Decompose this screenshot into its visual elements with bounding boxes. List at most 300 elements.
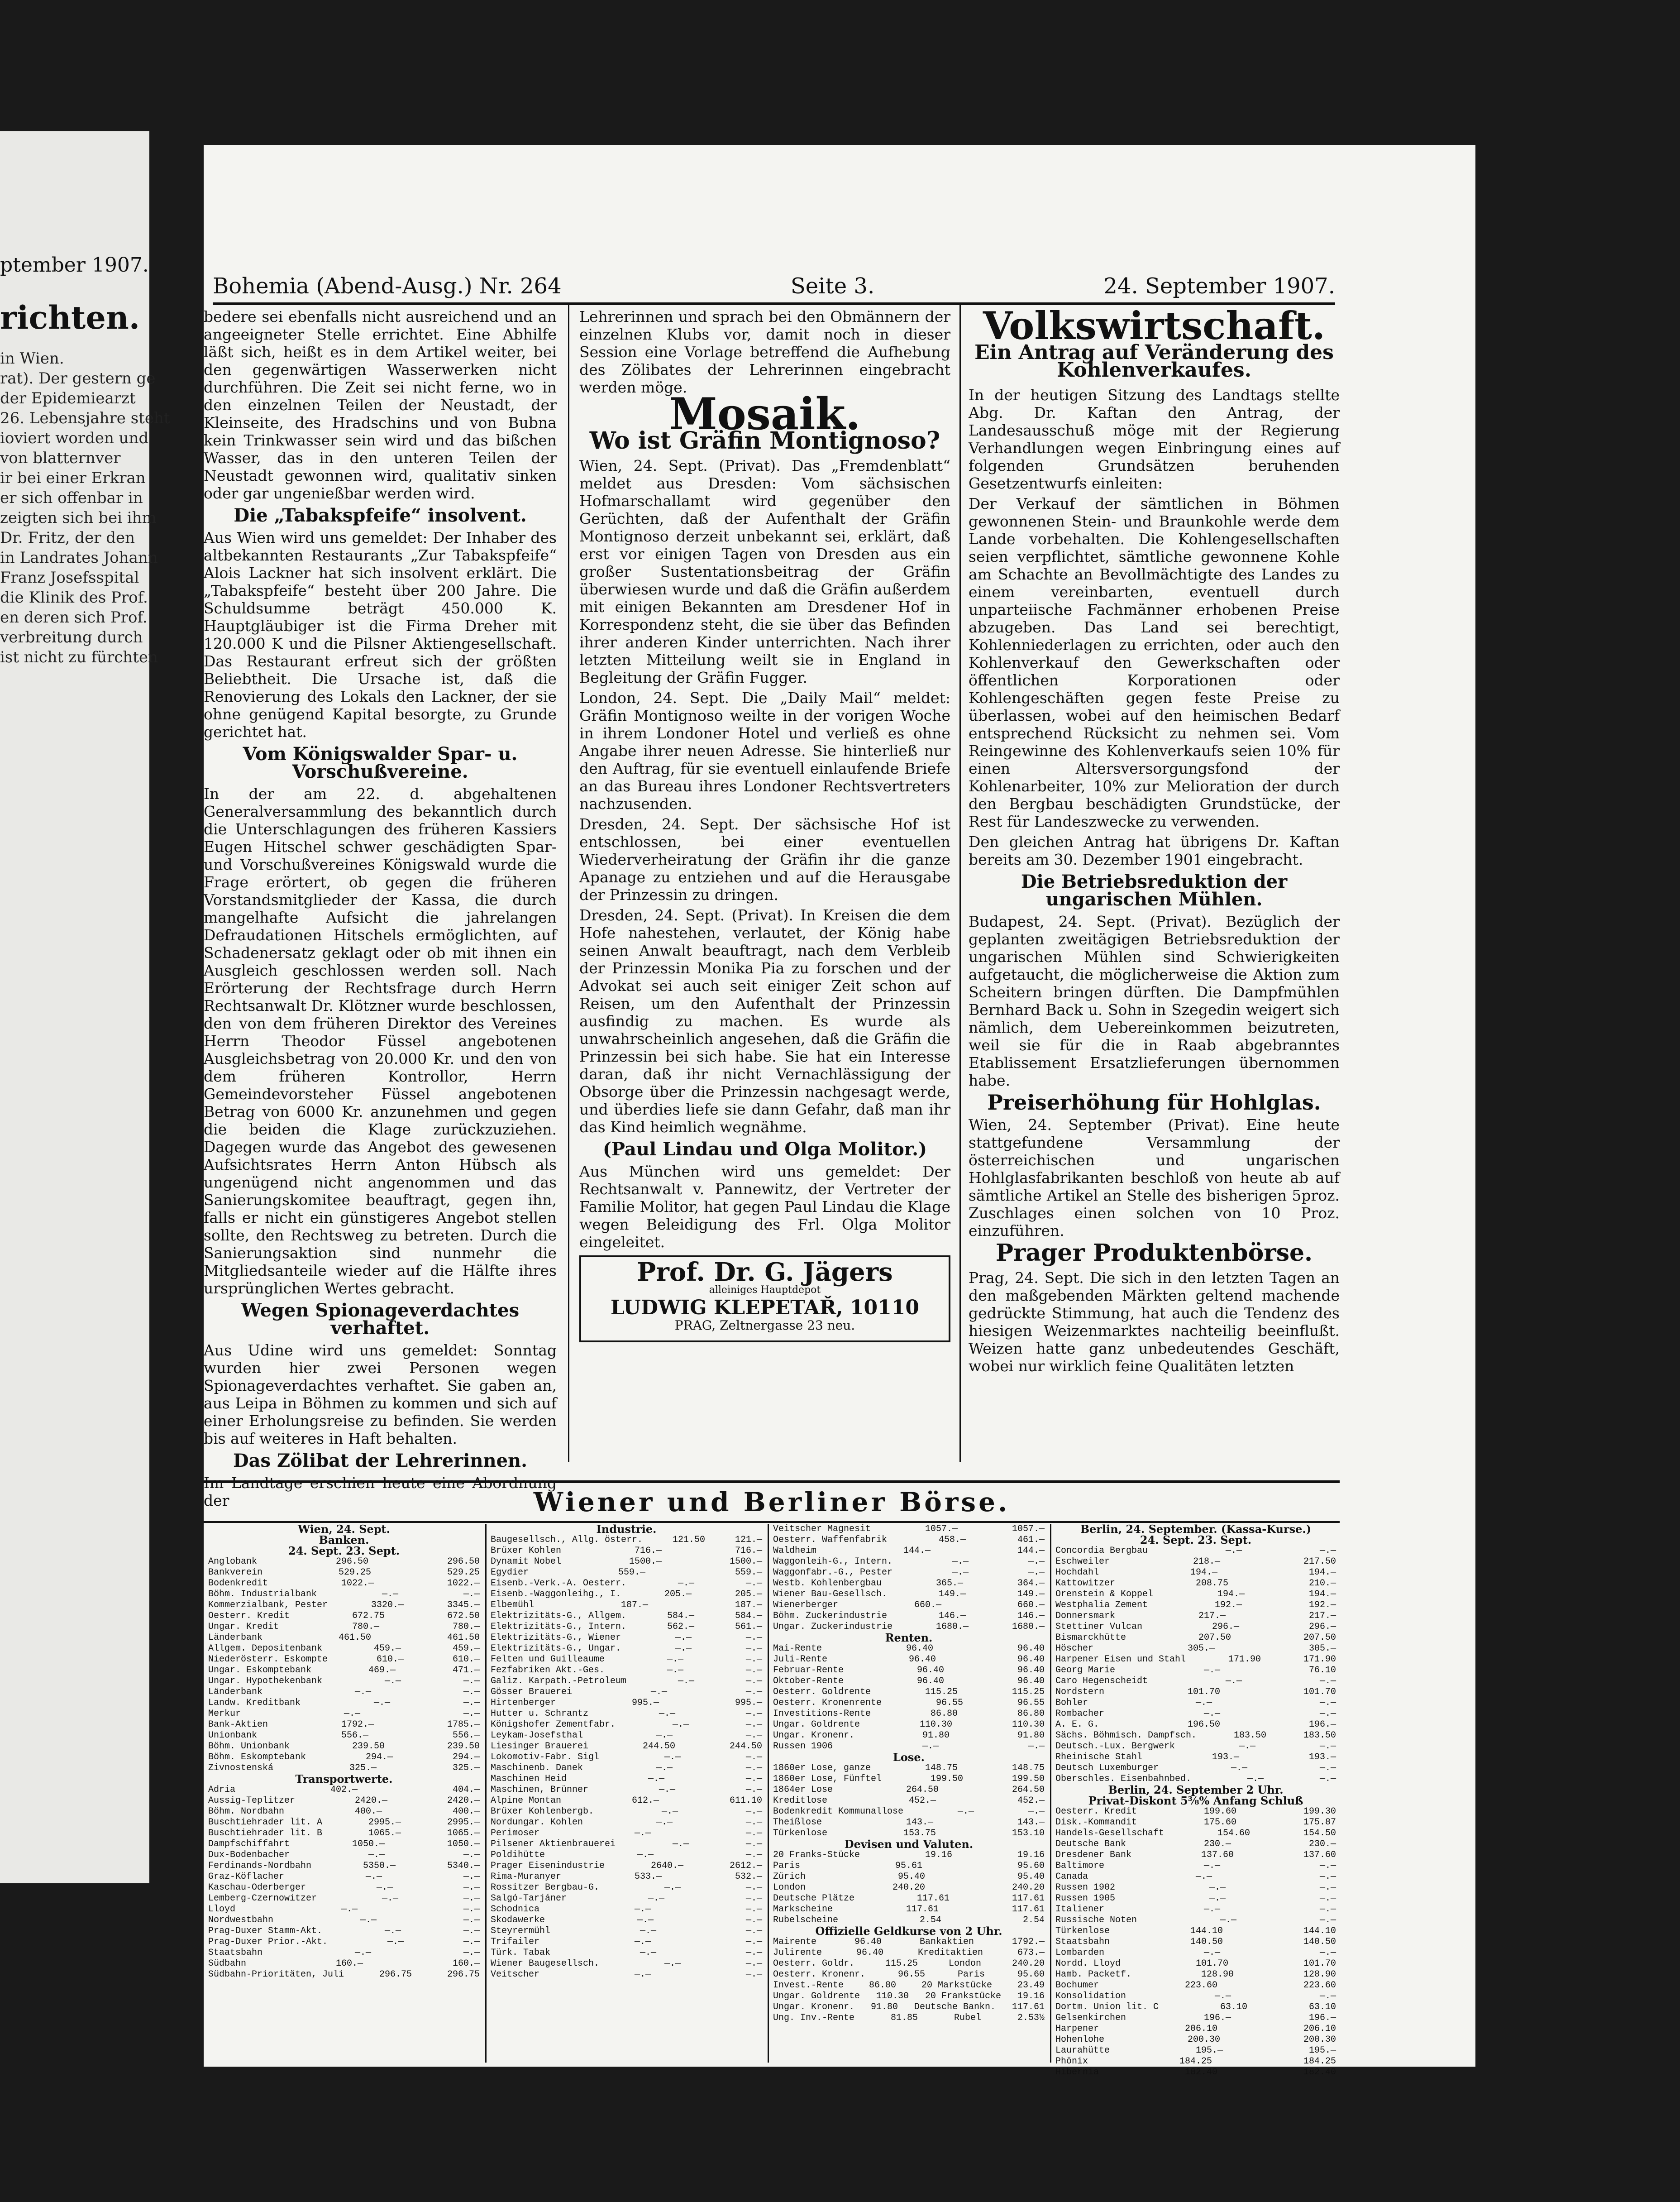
quote-row xyxy=(491,1937,762,1948)
quote-row xyxy=(208,1632,480,1643)
quote-row xyxy=(208,1828,480,1839)
section-title: Mosaik. xyxy=(669,388,861,440)
quote-value: 1065.— xyxy=(368,1828,401,1838)
quote-row xyxy=(208,1958,480,1969)
article-heading: Preiserhöhung für Hohlglas. xyxy=(987,1090,1321,1115)
quote-row xyxy=(208,1937,480,1948)
quote-value: 1680.— xyxy=(936,1622,969,1632)
quote-value: —.— xyxy=(745,1958,762,1969)
table-heading: Berlin, 24. September. (Kassa-Kurse.) xyxy=(1080,1522,1312,1536)
quote-value: —.— xyxy=(385,1926,401,1936)
quote-row xyxy=(208,1752,480,1763)
quote-value: —.— xyxy=(745,1654,762,1665)
quote-value: 612.— xyxy=(632,1795,659,1806)
quote-name: Böhm. Zuckerindustrie xyxy=(773,1611,888,1621)
quote-name: Russische Noten xyxy=(1055,1915,1137,1925)
quote-name: Länderbank xyxy=(208,1632,263,1643)
quote-value: 5340.— xyxy=(447,1861,480,1871)
quote-value: —.— xyxy=(745,1752,762,1762)
quote-row xyxy=(1055,1741,1336,1752)
quote-row xyxy=(208,1676,480,1687)
quote-value: 458.— xyxy=(939,1535,966,1545)
quote-value: 239.50 xyxy=(447,1741,480,1752)
quote-name: Harpener Eisen und Stahl xyxy=(1055,1654,1186,1665)
quote-value: —.— xyxy=(678,1676,695,1686)
quote-value: —.— xyxy=(745,1806,762,1817)
quote-row xyxy=(773,1893,1045,1904)
quote-row xyxy=(773,1980,1045,1991)
adjacent-page-line: ir bei einer Erkran xyxy=(0,469,146,487)
quote-name: Hohenlohe xyxy=(1055,2034,1105,2045)
quote-value: 296.— xyxy=(1308,1622,1336,1632)
quote-name: Leykam-Josefsthal xyxy=(491,1730,583,1741)
quote-value: —.— xyxy=(463,1948,480,1958)
quote-value: —.— xyxy=(463,1937,480,1947)
quote-value: —.— xyxy=(745,1850,762,1860)
quote-row xyxy=(773,1535,1045,1546)
quote-name: Deutsch Luxemburger xyxy=(1055,1763,1159,1773)
quote-value: 95.40 xyxy=(897,1872,925,1882)
quote-row xyxy=(208,1893,480,1904)
quote-value: —.— xyxy=(382,1589,399,1599)
quote-name: Juli-Rente xyxy=(773,1654,828,1665)
quote-row xyxy=(491,1676,762,1687)
quote-name: Staatsbahn xyxy=(208,1948,263,1958)
quote-value: —.— xyxy=(667,1654,684,1665)
quote-value: 208.75 xyxy=(1196,1578,1229,1589)
quote-value: 140.50 xyxy=(1190,1937,1223,1947)
quote-name: Deutsch.-Lux. Bergwerk xyxy=(1055,1741,1175,1752)
paragraph: Aus München wird uns gemeldet: Der Rechtsanwalt v. Pannewitz, der Vertreter der Familie Molitor, hat gegen Paul Lindau die Klage wegen Beleidigung des Frl. Olga Molitor eingeleitet. xyxy=(579,1163,950,1251)
quote-name: Prag-Duxer Stamm-Akt. xyxy=(208,1926,323,1936)
quote-value: 19.16 xyxy=(1017,1991,1045,2001)
quote-value: 194.— xyxy=(1308,1567,1336,1578)
quote-value: 716.— xyxy=(635,1546,662,1556)
quote-value: 160.— xyxy=(452,1958,480,1969)
stock-exchange-section xyxy=(204,1480,1340,2078)
quote-name: A. E. G. xyxy=(1055,1719,1099,1730)
article-heading: Wegen Spionageverdachtes verhaftet. xyxy=(241,1300,520,1339)
quote-name: London xyxy=(948,1958,981,1969)
quote-row xyxy=(491,1709,762,1719)
quote-value: 101.70 xyxy=(1188,1687,1221,1697)
quote-value: 96.55 xyxy=(1017,1698,1045,1708)
quote-name: Nordungar. Kohlen xyxy=(491,1817,583,1828)
quote-value: —.— xyxy=(1204,1948,1221,1958)
quote-name: Gösser Brauerei xyxy=(491,1687,573,1697)
quote-name: Waldheim xyxy=(773,1546,817,1556)
quote-value: —.— xyxy=(1204,1904,1221,1915)
quote-row xyxy=(773,1709,1045,1719)
quote-value: 584.— xyxy=(735,1611,762,1621)
quote-name: Concordia Bergbau xyxy=(1055,1546,1148,1556)
quote-value: 184.25 xyxy=(1179,2056,1212,2067)
quote-row xyxy=(1055,1589,1336,1600)
quote-name: Ungar. Goldrente xyxy=(773,1991,860,2001)
quote-name: Graz-Köflacher xyxy=(208,1872,285,1882)
quote-name: Bodenkredit xyxy=(208,1578,268,1589)
quote-row xyxy=(773,1654,1045,1665)
quote-value: 144.10 xyxy=(1190,1926,1223,1936)
quote-row xyxy=(773,1817,1045,1828)
quote-name: Brüxer Kohlen xyxy=(491,1546,562,1556)
quote-name: Merkur xyxy=(208,1709,241,1719)
quote-name: 1864er Lose xyxy=(773,1785,833,1795)
quote-row xyxy=(491,1632,762,1643)
quote-row xyxy=(491,1839,762,1850)
quote-value: 459.— xyxy=(452,1643,480,1654)
quote-value: —.— xyxy=(1319,1774,1336,1784)
table-heading: Berlin, 24. September 2 Uhr. xyxy=(1108,1783,1284,1796)
quote-row xyxy=(208,1817,480,1828)
quote-name: Elektrizitäts-G., Allgem. xyxy=(491,1611,627,1621)
quote-name: Baugesellsch., Allg. österr. xyxy=(491,1535,643,1545)
quote-value: 611.10 xyxy=(729,1795,762,1806)
quote-name: Salgó-Tarjáner xyxy=(491,1893,567,1904)
quote-value: —.— xyxy=(656,1817,673,1828)
quote-name: Poldihütte xyxy=(491,1850,545,1860)
quote-value: —.— xyxy=(377,1882,393,1893)
quote-name: Maschinen Heid xyxy=(491,1774,567,1784)
paragraph: Der Verkauf der sämtlichen in Böhmen gewonnenen Stein- und Braunkohle werde dem Lande vorbehalten. Die Kohlengesellschaften seien verpflichtet, sämtliche gewonnene Kohle am Schachte an Bevollmächtigte des Landes zu einem vereinbarten, eventuell durch unparteiische Fachmänner erhobenen Preise abzugeben. Das Land sei berechtigt, Kohlenniederlagen zu errichten, oder auch den Kohlenverkauf den Gewerkschaften oder öffentlichen Korporationen oder Kohlengeschäften gegen feste Preise zu überlassen, wobei auf den heimischen Bedarf entsprechend Rücksicht zu nehmen sei. Vom Reingewinne des Kohlenverkaufs seien 10% für einen Altersversorgungsfond der Kohlenarbeiter, 10% zur Melioration der durch den Bergbau beschädigten Grundstücke, der Rest für Landeszwecke zu verwenden. xyxy=(969,495,1340,830)
quote-value: 192.— xyxy=(1308,1600,1336,1610)
quote-row xyxy=(208,1872,480,1882)
quote-value: 205.— xyxy=(664,1589,692,1599)
quote-value: 200.30 xyxy=(1303,2034,1336,2045)
quote-value: 115.25 xyxy=(925,1687,958,1697)
quote-value: —.— xyxy=(648,1893,665,1904)
quote-value: 533.— xyxy=(635,1872,662,1882)
adjacent-page-line: ioviert worden und xyxy=(0,429,149,447)
quote-row xyxy=(208,1926,480,1937)
quote-value: 1500.— xyxy=(729,1556,762,1567)
quote-row xyxy=(491,1741,762,1752)
quote-value: —.— xyxy=(1319,1904,1336,1915)
quote-value: —.— xyxy=(673,1719,689,1730)
quote-name: Mairente xyxy=(773,1937,817,1947)
quote-name: Bodenkredit Kommunallose xyxy=(773,1806,904,1817)
quote-value: 171.90 xyxy=(1303,1654,1336,1665)
quote-name: Felten und Guilleaume xyxy=(491,1654,605,1665)
quote-value: 1022.— xyxy=(447,1578,480,1589)
quote-name: Königshofer Zementfabr. xyxy=(491,1719,616,1730)
quote-value: 193.— xyxy=(1308,1752,1336,1762)
quote-value: 325.— xyxy=(349,1763,377,1773)
quote-row xyxy=(773,1600,1045,1611)
quote-row xyxy=(491,1828,762,1839)
quote-name: Elektrizitäts-G., Ungar. xyxy=(491,1643,621,1654)
quote-name: Hochdahl xyxy=(1055,1567,1099,1578)
quote-name: Trifailer xyxy=(491,1937,540,1947)
quote-value: 146.— xyxy=(939,1611,966,1621)
quote-row xyxy=(208,1969,480,1980)
quote-row xyxy=(1055,1948,1336,1958)
quote-value: 452.— xyxy=(909,1795,936,1806)
quote-value: 2612.— xyxy=(729,1861,762,1871)
quote-value: 128.90 xyxy=(1201,1969,1234,1980)
quote-name: Investitions-Rente xyxy=(773,1709,871,1719)
paragraph: Wien, 24. September (Privat). Eine heute stattgefundene Versammlung der österreichischen und ungarischen Hohlglasfabrikanten beschloß von heute ab auf sämtliche Artikel an Stelle des bisherigen 5proz. Zuschlages einen solchen von 10 Proz. einzuführen. xyxy=(969,1116,1340,1240)
quote-value: —.— xyxy=(463,1698,480,1708)
quote-row xyxy=(1055,1806,1336,1817)
quote-row xyxy=(773,1665,1045,1676)
quote-value: 117.61 xyxy=(917,1893,950,1904)
table-rule xyxy=(485,1524,487,2063)
quote-name: Ferdinands-Nordbahn xyxy=(208,1861,312,1871)
quote-value: —.— xyxy=(463,1926,480,1936)
quote-row xyxy=(1055,2067,1336,2078)
quote-name: Ungar. Kronenr. xyxy=(773,2002,855,2012)
quote-name: Zürich xyxy=(773,1872,806,1882)
paragraph: Dresden, 24. Sept. (Privat). In Kreisen die dem Hofe nahestehen, verlautet, der König habe seinen Anwalt beauftragt, nach dem Verbleib der Prinzessin Monika Pia zu forschen und der Advokat sei auch seit einiger Zeit schon auf Reisen, um den Aufenthalt der Prinzessin ausfindig zu machen. Es wurde als unwahrscheinlich angesehen, daß die Gräfin die Prinzessin bei sich habe. Sie hat ein Interesse daran, daß ihr nicht Vernachlässigung der Obsorge über die Prinzessin nachgesagt werde, und überdies liefe sie dann Gefahr, daß man ihr das Kind heimlich wegnähme. xyxy=(579,906,950,1136)
quote-value: 184.25 xyxy=(1303,2056,1336,2067)
quote-value: —.— xyxy=(1209,1893,1226,1904)
quote-value: 76.10 xyxy=(1308,1665,1336,1675)
adjacent-page-heading: richten. xyxy=(0,299,140,336)
adjacent-page-line: ist nicht zu fürchten xyxy=(0,648,158,666)
quote-value: 115.25 xyxy=(885,1958,918,1969)
quote-value: 81.85 xyxy=(891,2013,918,2023)
quote-name: Donnersmark xyxy=(1055,1611,1116,1621)
quote-row xyxy=(208,1600,480,1611)
quote-row xyxy=(491,1948,762,1958)
quote-row xyxy=(1055,1763,1336,1774)
stock-exchange-title: Wiener und Berliner Börse. xyxy=(204,1483,1340,1523)
quote-value: 183.50 xyxy=(1303,1730,1336,1741)
quote-name: Harpener xyxy=(1055,2024,1099,2034)
quote-value: 183.50 xyxy=(1234,1730,1267,1741)
quote-value: —.— xyxy=(355,1687,372,1697)
quote-value: 91.80 xyxy=(871,2002,898,2012)
quote-row xyxy=(208,1687,480,1698)
quote-value: 2995.— xyxy=(368,1817,401,1828)
quote-value: —.— xyxy=(745,1785,762,1795)
quote-value: 294.— xyxy=(366,1752,393,1762)
quote-value: 199.60 xyxy=(1204,1806,1237,1817)
quote-value: 2995.— xyxy=(447,1817,480,1828)
quote-value: 672.75 xyxy=(352,1611,385,1621)
quote-name: 20 Markstücke xyxy=(921,1980,993,1991)
quote-row xyxy=(1055,1643,1336,1654)
quote-name: Russen 1906 xyxy=(773,1741,833,1752)
quote-value: —.— xyxy=(344,1709,360,1719)
quote-value: 995.— xyxy=(735,1698,762,1708)
quote-name: Elektrizitäts-G., Intern. xyxy=(491,1622,627,1632)
quote-name: Egydier xyxy=(491,1567,529,1578)
quote-name: Wienerberger xyxy=(773,1600,839,1610)
quote-value: 154.60 xyxy=(1217,1828,1250,1838)
quote-name: Böhm. Unionbank xyxy=(208,1741,290,1752)
quote-value: —.— xyxy=(952,1567,969,1578)
quote-value: 296.75 xyxy=(447,1969,480,1980)
quote-value: 556.— xyxy=(452,1730,480,1741)
quote-row xyxy=(773,1806,1045,1817)
quote-row xyxy=(491,1589,762,1600)
quote-name: Russen 1905 xyxy=(1055,1893,1116,1904)
quote-row xyxy=(491,1567,762,1578)
quote-name: Deutsche Plätze xyxy=(773,1893,855,1904)
quote-value: 187.— xyxy=(735,1600,762,1610)
quote-name: Skodawerke xyxy=(491,1915,545,1925)
quote-value: 95.40 xyxy=(1017,1872,1045,1882)
quote-value: —.— xyxy=(745,1730,762,1741)
quote-row xyxy=(773,1676,1045,1687)
quote-value: —.— xyxy=(463,1915,480,1925)
quote-value: 144.10 xyxy=(1303,1926,1336,1936)
quote-row xyxy=(773,1785,1045,1795)
quote-value: —.— xyxy=(745,1904,762,1915)
quote-row xyxy=(491,1752,762,1763)
quote-value: 559.— xyxy=(618,1567,645,1578)
quote-name: Hibernia xyxy=(1055,2067,1099,2078)
paragraph: Wien, 24. Sept. (Privat). Das „Fremdenblatt“ meldet aus Dresden: Vom sächsischen Hofmarschallamt wird gegenüber den Gerüchten, daß der Aufenthalt der Gräfin Montignoso derzeit unbekannt sei, erklärt, daß erst vor einigen Tagen von Dresden aus ein großer Sustentationsbeitrag der Gräfin überwiesen wurde und daß die Gräfin außerdem mit einigen Bekannten am Dresdener Hof in Korrespondenz steht, die sie über das Befinden ihrer anderen Kinder unterrichten. Nach ihrer letzten Mitteilung weilt sie in England in Begleitung der Gräfin Fugger. xyxy=(579,457,950,686)
quote-value: —.— xyxy=(382,1893,399,1904)
quote-value: —.— xyxy=(745,1948,762,1958)
quote-value: 561.— xyxy=(735,1622,762,1632)
quote-value: 140.50 xyxy=(1303,1937,1336,1947)
quote-name: Oesterr. Kredit xyxy=(1055,1806,1137,1817)
paragraph: Aus Udine wird uns gemeldet: Sonntag wurden hier zwei Personen wegen Spionageverdachtes verhaftet. Sie gaben an, aus Leipa in Böhmen zu kommen und sich auf einer Erholungsreise zu befinden. Sie werden bis auf weiteres in Haft behalten. xyxy=(204,1341,557,1447)
quote-name: Veitscher Magnesit xyxy=(773,1524,871,1534)
quote-name: Wiener Bau-Gesellsch. xyxy=(773,1589,888,1599)
quote-name: Aussig-Teplitzer xyxy=(208,1795,296,1806)
quote-name: Wiener Baugesellsch. xyxy=(491,1958,600,1969)
quote-value: —.— xyxy=(664,1958,681,1969)
quote-value: 154.50 xyxy=(1303,1828,1336,1838)
quote-value: —.— xyxy=(1215,1991,1231,2001)
quote-value: —.— xyxy=(675,1632,692,1643)
stock-exchange-tables xyxy=(204,1522,1340,2078)
quote-value: 101.70 xyxy=(1196,1958,1229,1969)
quote-name: Fezfabriken Akt.-Ges. xyxy=(491,1665,605,1675)
quote-value: 305.— xyxy=(1308,1643,1336,1654)
quote-row xyxy=(1055,1937,1336,1948)
quote-row xyxy=(1055,1665,1336,1676)
quote-row xyxy=(491,1850,762,1861)
quote-row xyxy=(773,1611,1045,1622)
quote-name: Bankverein xyxy=(208,1567,263,1578)
quote-row xyxy=(491,1904,762,1915)
quote-row xyxy=(491,1654,762,1665)
quote-value: 223.60 xyxy=(1184,1980,1217,1991)
quote-value: —.— xyxy=(952,1556,969,1567)
paragraph: Aus Wien wird uns gemeldet: Der Inhaber des altbekannten Restaurants „Zur Tabakspfeife“ Alois Lackner hat sich insolvent erklärt. Die „Tabakspfeife“ besteht über 200 Jahre. Die Schuldsumme beträgt 450.000 K. Hauptgläubiger ist die Firma Dreher mit 120.000 K und die Pilsner Aktiengesellschaft. Das Restaurant erfreut sich der größten Beliebtheit. Die Ursache ist, daß die Renovierung des Lokals den Lackner, der sie ohne genügend Kapital besorgte, zu Grunde gerichtet hat. xyxy=(204,529,557,741)
quote-value: 2.54 xyxy=(920,1915,942,1925)
quote-value: —.— xyxy=(745,1915,762,1925)
quote-value: 529.25 xyxy=(339,1567,372,1578)
quote-name: Orenstein & Koppel xyxy=(1055,1589,1154,1599)
quote-row xyxy=(491,1578,762,1589)
ad-line-depot: alleiniges Hauptdepot xyxy=(709,1284,821,1296)
section-title: Volkswirtschaft. xyxy=(983,303,1326,348)
quote-name: Waggonleih-G., Intern. xyxy=(773,1556,893,1567)
quote-name: Bismarckhütte xyxy=(1055,1632,1126,1643)
paragraph: Im Landtage erschien heute eine Abordnung der xyxy=(204,1474,557,1509)
table-heading: Renten. xyxy=(885,1631,933,1644)
quote-value: —.— xyxy=(1204,1861,1221,1871)
quote-value: 3345.— xyxy=(447,1600,480,1610)
quote-value: 400.— xyxy=(452,1806,480,1817)
paragraph: Den gleichen Antrag hat übrigens Dr. Kaftan bereits am 30. Dezember 1901 eingebracht. xyxy=(969,833,1340,868)
quote-value: 96.55 xyxy=(936,1698,964,1708)
quote-value: —.— xyxy=(360,1915,377,1925)
quote-value: 196.— xyxy=(1308,2013,1336,2023)
quote-row xyxy=(1055,1904,1336,1915)
quote-value: 187.— xyxy=(620,1600,648,1610)
paragraph: London, 24. Sept. Die „Daily Mail“ meldet: Gräfin Montignoso weilte in der vorigen Woche in ihrem Londoner Hotel und verließ es ohne Angabe ihrer neuen Adresse. Sie hinterließ nur den Auftrag, für sie eventuell einlaufende Briefe an das Bureau ihres Londoner Rechtsvertreters nachzusenden. xyxy=(579,689,950,813)
quote-name: Steyrermühl xyxy=(491,1926,551,1936)
quote-value: —.— xyxy=(1028,1806,1045,1817)
quote-row xyxy=(208,1589,480,1600)
quote-row xyxy=(1055,2024,1336,2034)
quote-value: 584.— xyxy=(667,1611,695,1621)
quote-row xyxy=(1055,1556,1336,1567)
adjacent-page-line: der Epidemiearzt xyxy=(0,389,136,407)
quote-value: 325.— xyxy=(452,1763,480,1773)
quote-name: Ungar. Zuckerindustrie xyxy=(773,1622,893,1632)
quote-name: Oesterr. Kronenrente xyxy=(773,1698,882,1708)
quote-value: —.— xyxy=(745,1763,762,1773)
quote-row xyxy=(773,1698,1045,1709)
quote-row xyxy=(1055,1926,1336,1937)
quote-row xyxy=(773,1991,1045,2002)
quote-value: 210.— xyxy=(1308,1578,1336,1589)
quote-value: 294.— xyxy=(452,1752,480,1762)
quote-value: 559.— xyxy=(735,1567,762,1578)
column-rule xyxy=(959,303,961,1462)
quote-value: —.— xyxy=(1226,1676,1242,1686)
quote-value: 96.40 xyxy=(906,1643,934,1654)
quote-value: —.— xyxy=(1239,1741,1256,1752)
quote-value: —.— xyxy=(675,1643,692,1654)
quote-value: 264.50 xyxy=(906,1785,939,1795)
quote-value: 96.40 xyxy=(854,1937,882,1947)
quote-value: —.— xyxy=(463,1893,480,1904)
quote-name: Adria xyxy=(208,1785,236,1795)
quote-value: 137.60 xyxy=(1303,1850,1336,1860)
quote-row xyxy=(208,1915,480,1926)
quote-value: 529.25 xyxy=(447,1567,480,1578)
paragraph: Dresden, 24. Sept. Der sächsische Hof ist entschlossen, bei einer eventuellen Wiederverheiratung der Gräfin ihr die ganze Apanage zu entziehen und auf die Herausgabe der Prinzessin zu dringen. xyxy=(579,815,950,904)
quote-name: Böhm. Eskomptebank xyxy=(208,1752,306,1762)
quote-name: Nordwestbahn xyxy=(208,1915,274,1925)
quote-value: —.— xyxy=(745,1687,762,1697)
quote-value: 96.40 xyxy=(1017,1654,1045,1665)
quote-name: Hamb. Packetf. xyxy=(1055,1969,1132,1980)
quote-name: Staatsbahn xyxy=(1055,1937,1110,1947)
quote-value: 264.50 xyxy=(1012,1785,1045,1795)
quote-value: —.— xyxy=(368,1850,385,1860)
quote-value: 2640.— xyxy=(651,1861,684,1871)
quote-value: —.— xyxy=(637,1915,654,1925)
quote-name: Niederösterr. Eskompte xyxy=(208,1654,328,1665)
quote-value: —.— xyxy=(673,1839,689,1849)
quote-name: Oesterr. Goldrente xyxy=(773,1687,871,1697)
quote-value: 144.— xyxy=(1017,1546,1045,1556)
quote-name: Stettiner Vulcan xyxy=(1055,1622,1143,1632)
quote-name: Kreditaktien xyxy=(917,1948,983,1958)
quote-row xyxy=(208,1730,480,1741)
quote-value: 296.50 xyxy=(336,1556,369,1567)
quote-value: 196.— xyxy=(1204,2013,1231,2023)
quote-row xyxy=(208,1643,480,1654)
quote-row xyxy=(1055,1980,1336,1991)
quote-name: 1860er Lose, Fünftel xyxy=(773,1774,882,1784)
quote-value: 995.— xyxy=(632,1698,659,1708)
quote-row xyxy=(773,1687,1045,1698)
quote-row xyxy=(1055,1915,1336,1926)
quote-value: —.— xyxy=(374,1698,391,1708)
